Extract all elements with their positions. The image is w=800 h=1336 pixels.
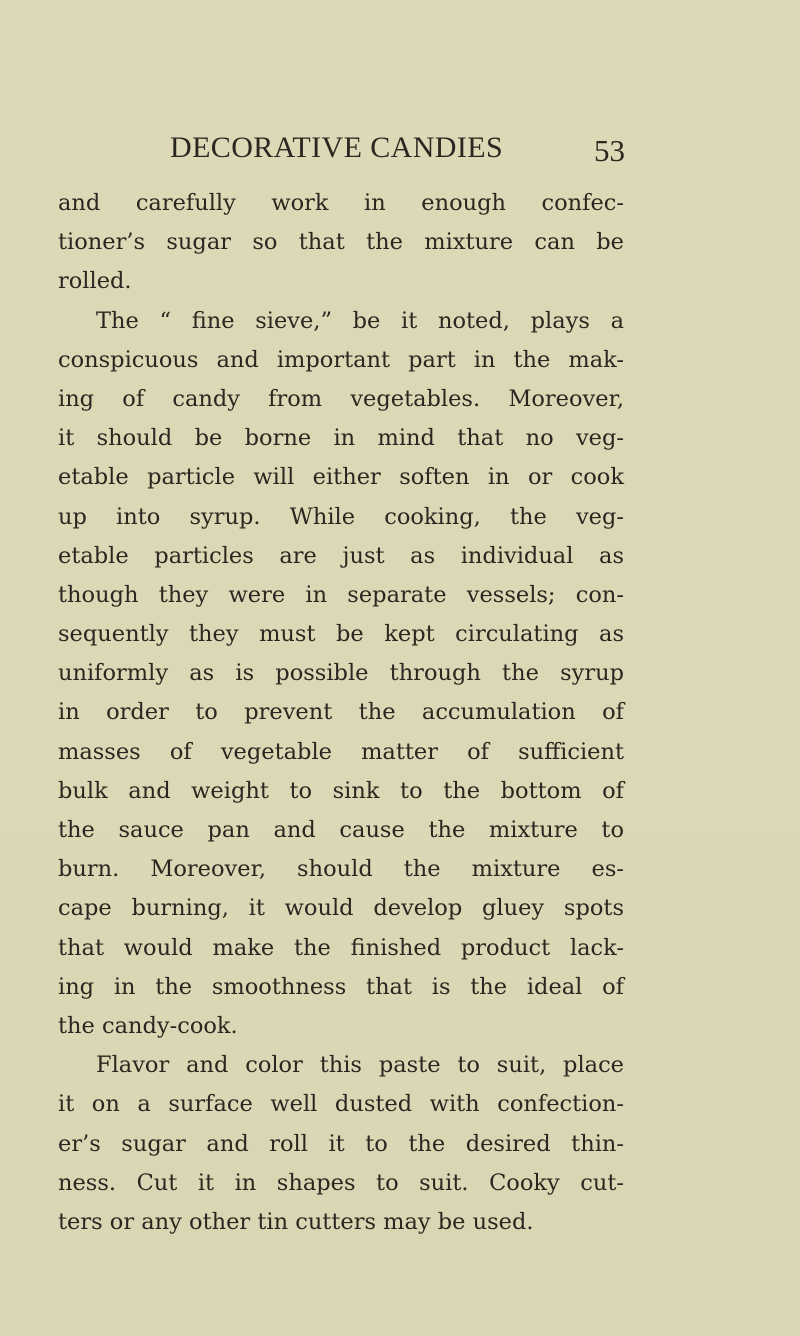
paragraph xyxy=(58,302,624,1047)
text-line: er’s sugar and roll it to the desired thin- xyxy=(58,1130,624,1157)
running-head: DECORATIVE CANDIES xyxy=(170,131,504,164)
text-line: ters or any other tin cutters may be used. xyxy=(58,1208,534,1235)
text-line: and carefully work in enough confec- xyxy=(58,190,624,216)
text-line: though they were in separate vessels; con- xyxy=(58,581,624,608)
text-line: The “ fine sieve,” be it noted, plays a xyxy=(96,307,624,334)
text-line: burn. Moreover, should the mixture es- xyxy=(58,856,624,883)
text-line: ing in the smoothness that is the ideal of xyxy=(58,973,624,1000)
text-line: Flavor and color this paste to suit, place xyxy=(96,1052,624,1079)
page-header xyxy=(170,128,625,170)
page-number: 53 xyxy=(594,133,625,168)
paragraph xyxy=(58,1046,624,1242)
text-line: that would make the finished product lack- xyxy=(58,934,624,961)
text-line: etable particle will either soften in or cook xyxy=(58,464,624,491)
body-text xyxy=(58,184,624,1242)
text-line: in order to prevent the accumulation of xyxy=(58,699,624,726)
text-line: sequently they must be kept circulating as xyxy=(58,621,624,648)
text-line: conspicuous and important part in the mak- xyxy=(58,346,624,373)
text-line: the candy-cook. xyxy=(58,1012,238,1039)
text-line: masses of vegetable matter of sufficient xyxy=(58,738,624,765)
text-line: rolled. xyxy=(58,268,132,295)
text-line: it should be borne in mind that no veg- xyxy=(58,425,624,452)
text-line: ness. Cut it in shapes to suit. Cooky cut- xyxy=(58,1169,624,1196)
paragraph xyxy=(58,184,624,302)
text-line: the sauce pan and cause the mixture to xyxy=(58,817,624,843)
text-line: cape burning, it would develop gluey spots xyxy=(58,895,624,922)
text-line: ing of candy from vegetables. Moreover, xyxy=(58,385,624,412)
text-line: bulk and weight to sink to the bottom of xyxy=(58,777,624,804)
text-line: tioner’s sugar so that the mixture can be xyxy=(58,229,624,256)
text-line: etable particles are just as individual as xyxy=(58,542,624,569)
text-line: it on a surface well dusted with confection- xyxy=(58,1091,624,1118)
text-line: up into syrup. While cooking, the veg- xyxy=(58,503,624,530)
text-line: uniformly as is possible through the syrup xyxy=(58,660,624,687)
